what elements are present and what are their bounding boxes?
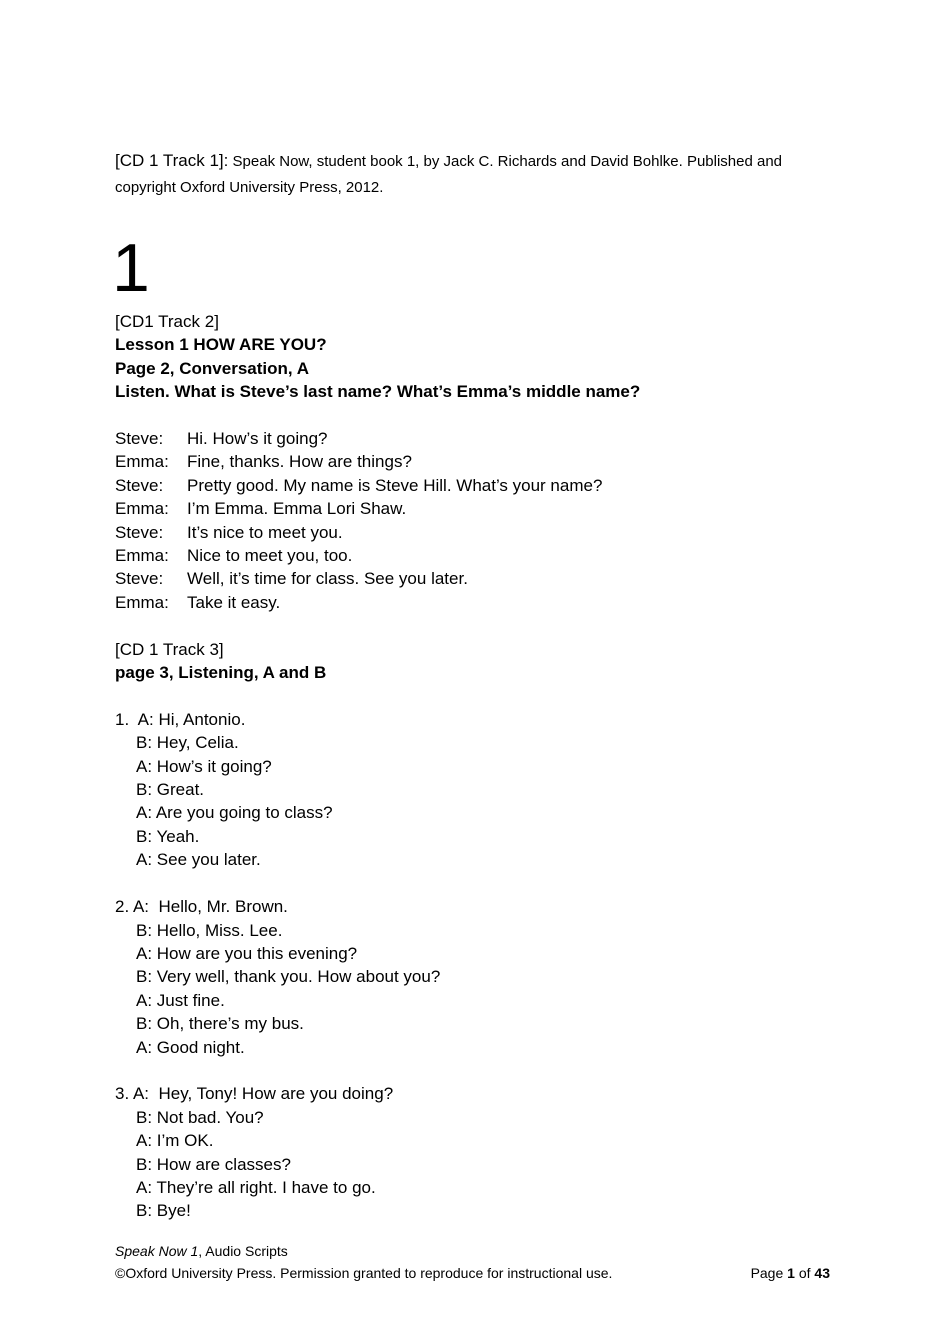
dialogue-line: Fine, thanks. How are things? [187,452,412,472]
dialogue-speaker: Emma: [115,452,169,472]
intro-track-label: [CD 1 Track 1]: [115,151,229,170]
conversation-line: B: Hey, Celia. [136,733,239,753]
conversation-line: A: I’m OK. [136,1131,214,1151]
conversation-line: A: They’re all right. I have to go. [136,1177,376,1197]
listening-instruction: Listen. What is Steve’s last name? What’s Emma’s middle name? [115,382,641,402]
footer-book-title [115,1240,830,1262]
conversation-line: A: Good night. [136,1037,245,1057]
conversation-line: B: Hello, Miss. Lee. [136,920,283,940]
page-label: Page [750,1265,784,1281]
dialogue-line: Well, it’s time for class. See you later. [187,569,468,589]
intro-text: Speak Now, student book 1, by Jack C. Richards and David Bohlke. Published and copyright Oxford University Press, 2012. [115,153,783,196]
dialogue-speaker: Emma: [115,499,169,519]
conversation-line: B: Great. [136,780,205,800]
conversation-3 [115,1082,835,1222]
page-reference: Page 2, Conversation, A [115,358,309,378]
lesson-title: Lesson 1 HOW ARE YOU? [115,335,327,355]
conversation-line: B: Oh, there’s my bus. [136,1014,304,1034]
dialogue-line: I’m Emma. Emma Lori Shaw. [187,499,407,519]
footer-book-suffix: , Audio Scripts [198,1243,288,1259]
track2-section [115,310,835,1223]
conversation-line: B: Not bad. You? [136,1107,264,1127]
page-counter [751,1262,830,1284]
dialogue-line: It’s nice to meet you. [187,522,343,542]
conversation-line: A: Just fine. [136,990,225,1010]
page-total: 43 [814,1265,830,1281]
conversation-line: A: See you later. [136,850,261,870]
track3-heading: page 3, Listening, A and B [115,663,327,683]
conversation-first-line: 1. A: Hi, Antonio. [115,709,246,729]
footer-copyright: ©Oxford University Press. Permission granted to reproduce for instructional use. [115,1265,613,1281]
page-of: of [798,1265,811,1281]
dialogue-speaker: Steve: [115,522,164,542]
dialogue-line: Pretty good. My name is Steve Hill. What’s your name? [187,475,603,495]
conversation-line: A: How’s it going? [136,756,272,776]
intro-paragraph [115,148,835,201]
dialogue-speaker: Steve: [115,569,164,589]
dialogue-speaker: Steve: [115,429,164,449]
conversation-line: B: How are classes? [136,1154,291,1174]
conversation-dialogue [115,427,835,614]
conversation-1 [115,708,835,872]
conversation-2 [115,895,835,1059]
unit-number: 1 [112,230,150,306]
page-footer [115,1240,830,1284]
dialogue-speaker: Emma: [115,546,169,566]
conversation-line: B: Bye! [136,1201,191,1221]
dialogue-line: Take it easy. [187,592,281,612]
conversation-first-line: 2. A: Hello, Mr. Brown. [115,897,288,917]
conversation-line: B: Yeah. [136,826,200,846]
dialogue-speaker: Steve: [115,475,164,495]
track2-label: [CD1 Track 2] [115,312,219,331]
conversation-line: B: Very well, thank you. How about you? [136,967,441,987]
conversation-first-line: 3. A: Hey, Tony! How are you doing? [115,1084,394,1104]
conversation-line: A: How are you this evening? [136,943,358,963]
dialogue-speaker: Emma: [115,592,169,612]
dialogue-line: Nice to meet you, too. [187,546,353,566]
conversation-line: A: Are you going to class? [136,803,333,823]
page-current: 1 [787,1265,795,1281]
footer-book-name: Speak Now 1 [115,1243,199,1259]
track3-label: [CD 1 Track 3] [115,639,224,659]
dialogue-line: Hi. How’s it going? [187,429,328,449]
